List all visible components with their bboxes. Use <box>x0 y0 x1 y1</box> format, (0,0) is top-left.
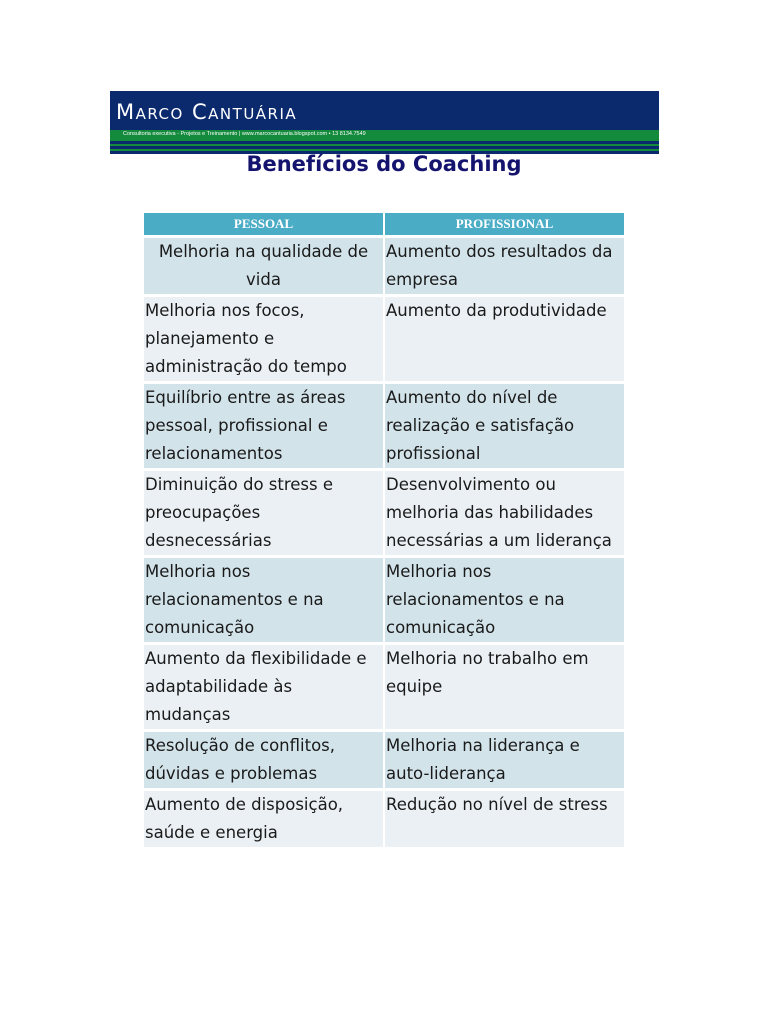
cell-profissional: Aumento dos resultados da empresa <box>385 238 624 294</box>
table-row <box>144 791 624 847</box>
cell-pessoal: Resolução de conflitos, dúvidas e problemas <box>144 732 383 788</box>
cell-pessoal: Equilíbrio entre as áreas pessoal, profissional e relacionamentos <box>144 384 383 468</box>
cell-pessoal: Melhoria na qualidade de vida <box>144 238 383 294</box>
table-row <box>144 732 624 788</box>
table-row <box>144 645 624 729</box>
banner-divider <box>110 149 659 151</box>
cell-profissional: Aumento da produtividade <box>385 297 624 381</box>
cell-profissional: Redução no nível de stress <box>385 791 624 847</box>
table-row <box>144 384 624 468</box>
cell-profissional: Melhoria nos relacionamentos e na comunicação <box>385 558 624 642</box>
cell-profissional: Aumento do nível de realização e satisfação profissional <box>385 384 624 468</box>
cell-pessoal: Aumento da flexibilidade e adaptabilidade às mudanças <box>144 645 383 729</box>
cell-profissional: Desenvolvimento ou melhoria das habilidades necessárias a um liderança <box>385 471 624 555</box>
cell-pessoal: Melhoria nos relacionamentos e na comunicação <box>144 558 383 642</box>
table-header-row <box>144 213 624 235</box>
cell-profissional: Melhoria na liderança e auto-liderança <box>385 732 624 788</box>
banner-divider <box>110 144 659 146</box>
brand-name: Marco Cantuária <box>116 100 298 124</box>
column-header-pessoal: PESSOAL <box>144 213 383 235</box>
table-row <box>144 558 624 642</box>
brand-tagline: Consultoria executiva - Projetos e Treinamento | www.marcocantuaria.blogspot.com • 13 8134.7549 <box>123 131 366 137</box>
cell-pessoal: Aumento de disposição, saúde e energia <box>144 791 383 847</box>
cell-profissional: Melhoria no trabalho em equipe <box>385 645 624 729</box>
table-row <box>144 471 624 555</box>
table-row <box>144 297 624 381</box>
cell-pessoal: Melhoria nos focos, planejamento e administração do tempo <box>144 297 383 381</box>
page-title: Benefícios do Coaching <box>246 152 522 176</box>
header-banner <box>110 91 659 154</box>
cell-pessoal: Diminuição do stress e preocupações desnecessárias <box>144 471 383 555</box>
column-header-profissional: PROFISSIONAL <box>385 213 624 235</box>
table-row <box>144 238 624 294</box>
benefits-table <box>142 210 626 850</box>
